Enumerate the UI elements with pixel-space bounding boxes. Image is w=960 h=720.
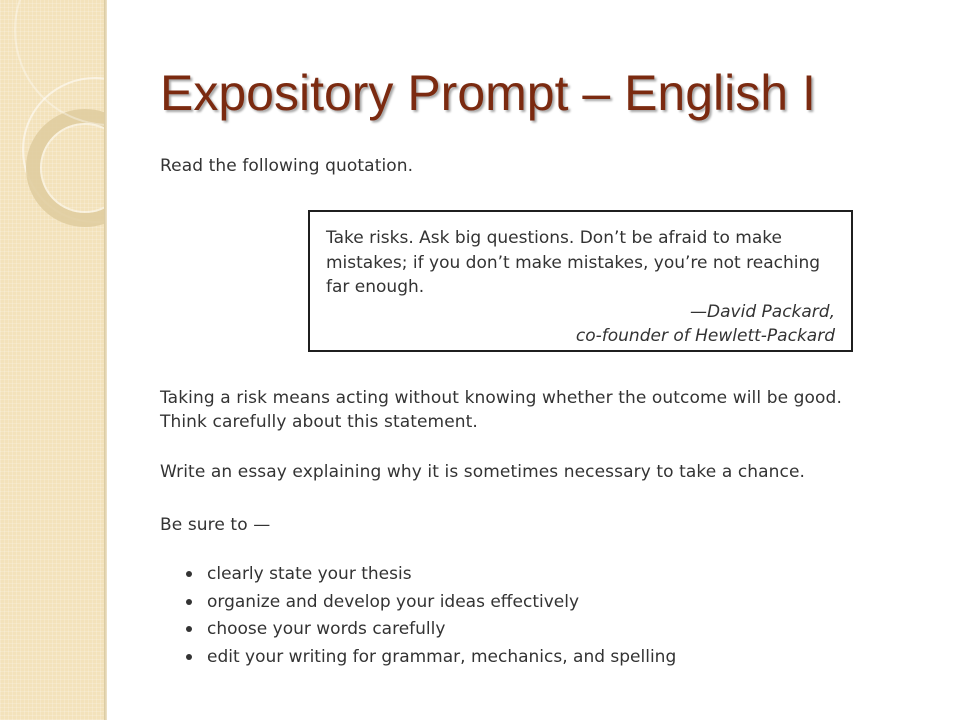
statement-paragraph — [160, 386, 842, 434]
task-text: Write an essay explaining why it is sometimes necessary to take a chance. — [160, 462, 806, 482]
quotation-text: Take risks. Ask big questions. Don’t be afraid to make mistakes; if you don’t make mistakes, you’re not reaching far enough. — [326, 228, 821, 297]
quotation-box — [308, 210, 853, 352]
list-item-label: choose your words carefully — [207, 619, 446, 639]
list-item — [183, 617, 676, 645]
quotation-author-title: co-founder of Hewlett-Packard — [575, 326, 835, 346]
list-item-label: organize and develop your ideas effectively — [207, 591, 580, 612]
list-item — [183, 590, 676, 618]
bullet-icon — [186, 599, 192, 605]
bullet-icon — [186, 654, 192, 660]
list-item — [183, 562, 676, 590]
slide-title: Expository Prompt – English I — [160, 65, 816, 121]
statement-line-1: Taking a risk means acting without knowing whether the outcome will be good. — [160, 388, 842, 408]
list-item — [183, 645, 676, 673]
requirements-list — [183, 562, 676, 672]
side-strip-edge — [104, 0, 107, 720]
intro-text: Read the following quotation. — [160, 156, 414, 176]
list-item-label: edit your writing for grammar, mechanics, and spelling — [207, 646, 677, 667]
be-sure-text: Be sure to — — [160, 515, 271, 535]
bullet-icon — [186, 626, 192, 632]
quotation-author: —David Packard, — [690, 301, 835, 322]
decorative-side-strip — [0, 0, 104, 720]
decorative-circles — [0, 0, 104, 720]
bullet-icon — [186, 571, 192, 577]
statement-line-2: Think carefully about this statement. — [160, 412, 478, 432]
list-item-label: clearly state your thesis — [207, 564, 412, 584]
